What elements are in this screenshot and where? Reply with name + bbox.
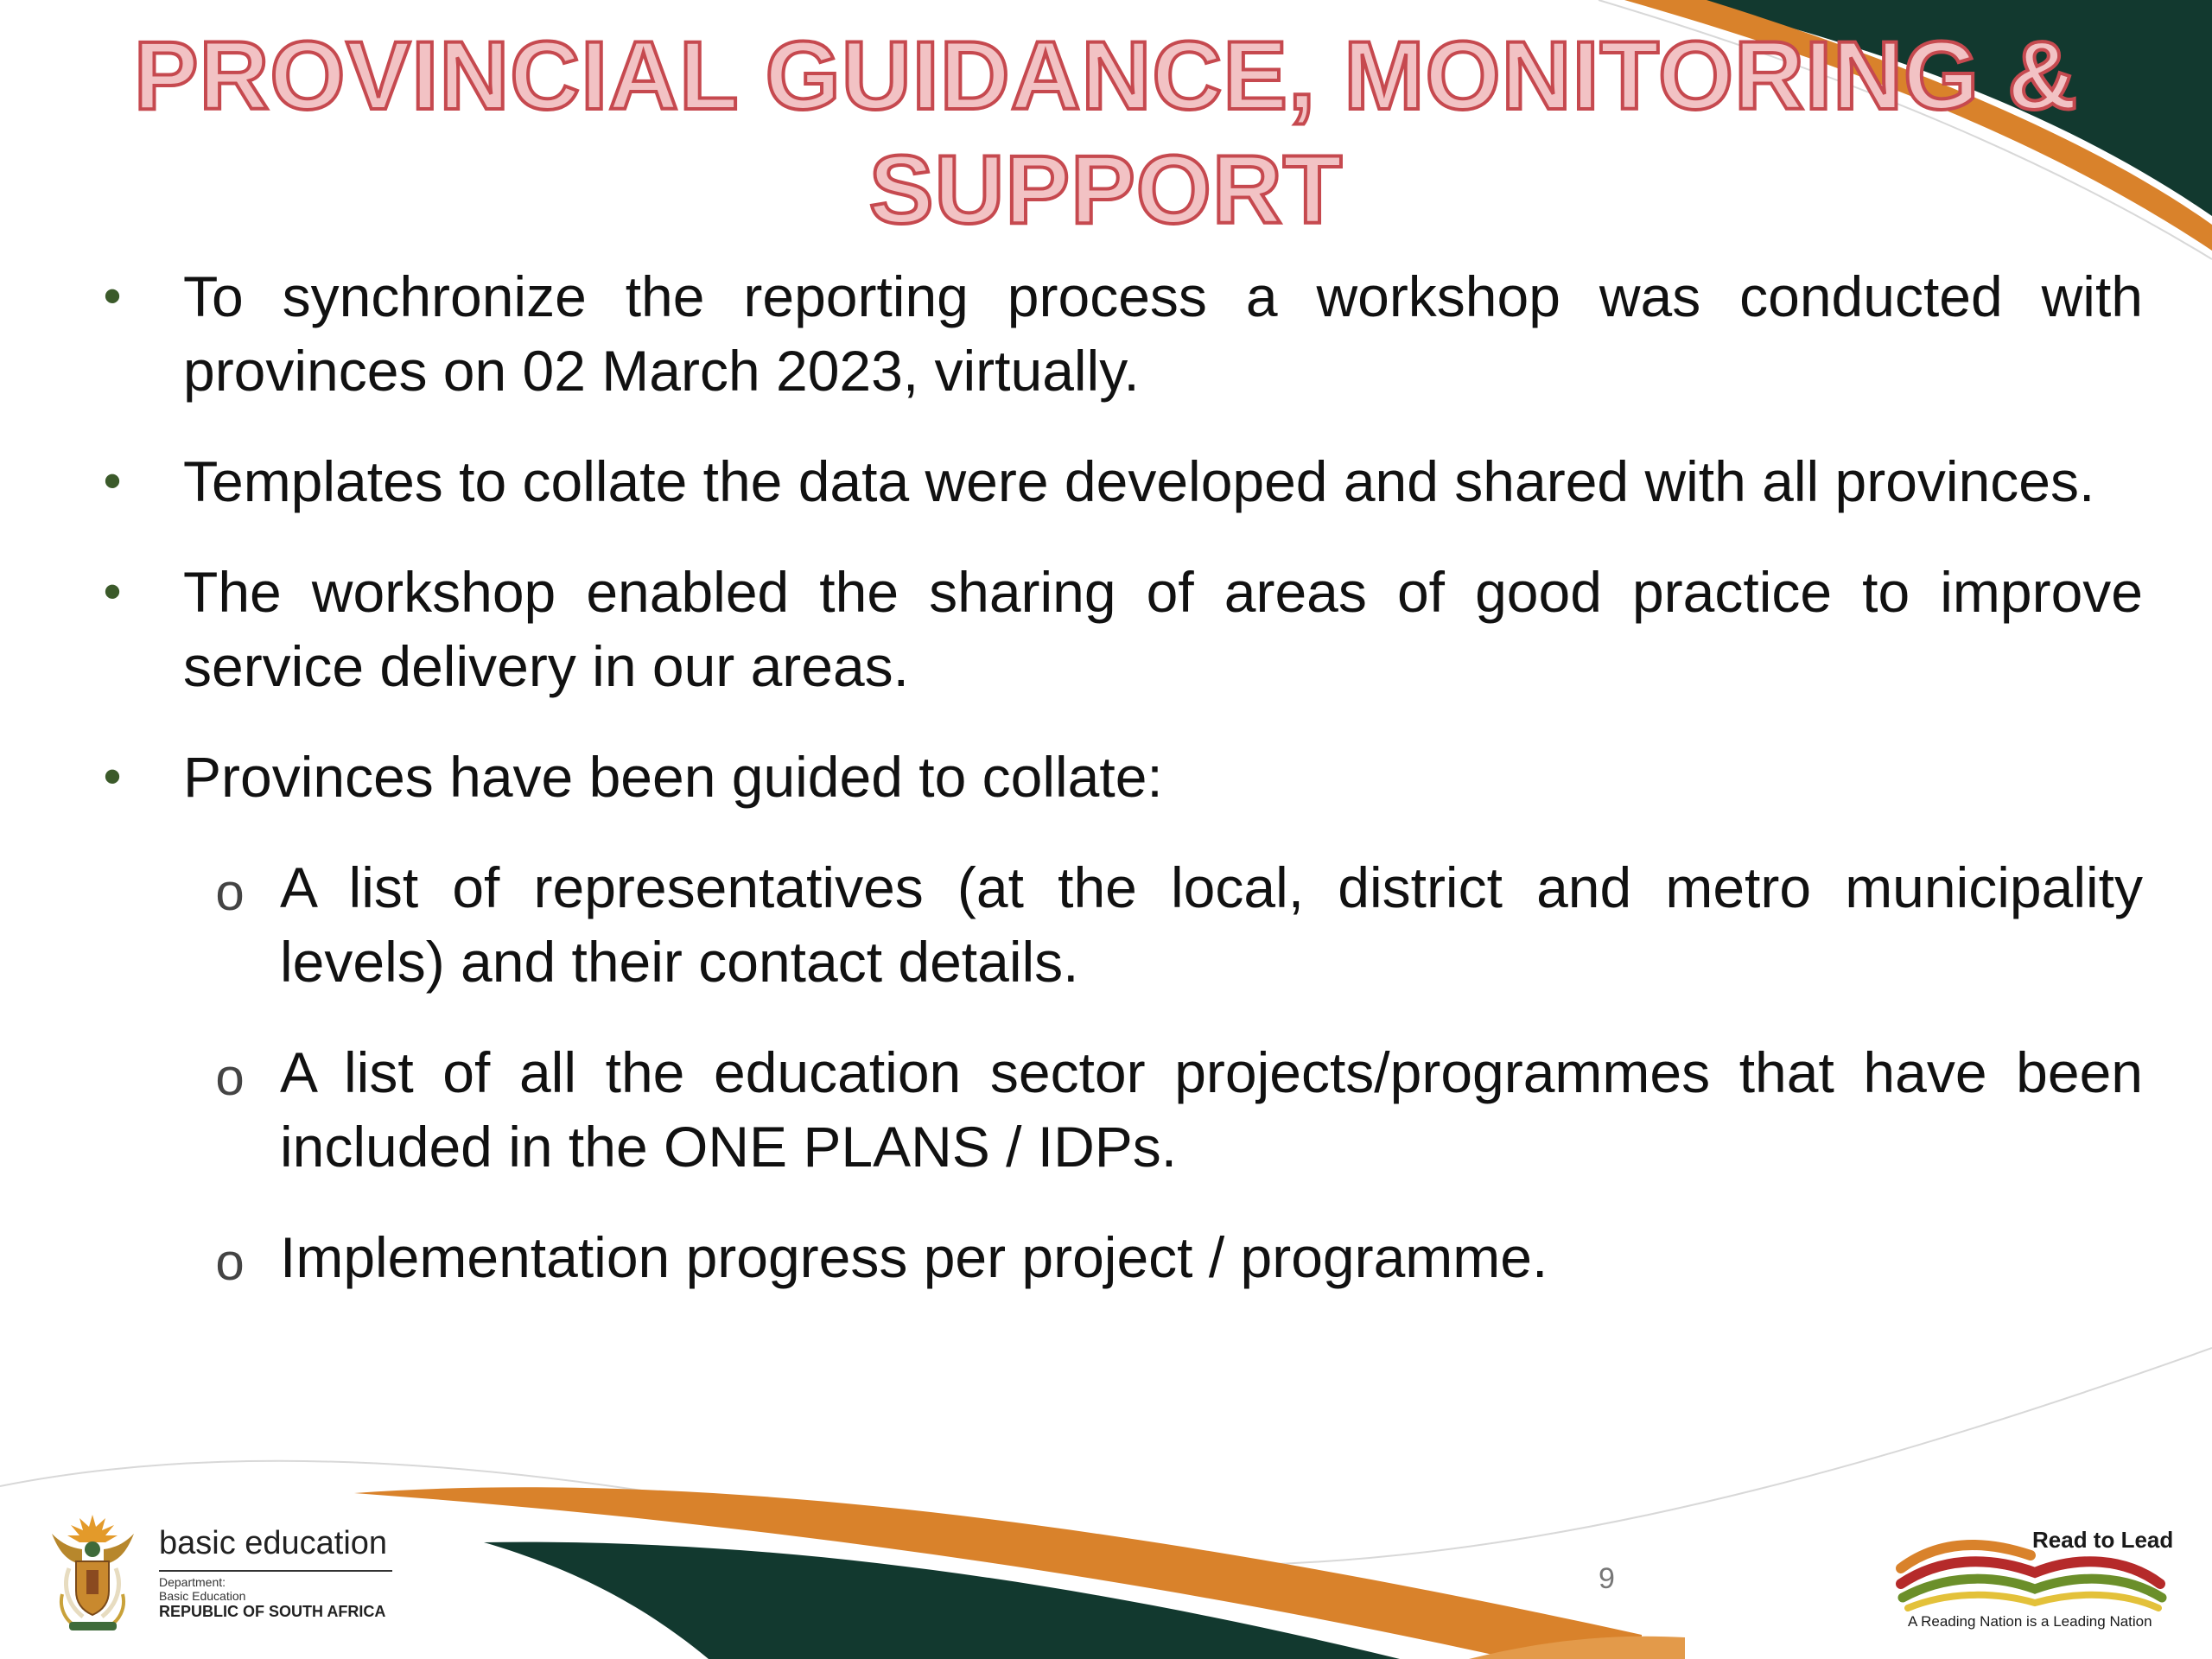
- sub-bullet-text: A list of all the education sector projects/programmes that have been included in the ONE PLANS / IDPs.: [280, 1040, 2143, 1179]
- page-number: 9: [1599, 1562, 1615, 1595]
- bullet-icon: •: [103, 452, 122, 510]
- bullet-text: Templates to collate the data were developed and shared with all provinces.: [183, 449, 2095, 513]
- coat-of-arms-icon: [43, 1508, 143, 1633]
- bullet-item: [95, 555, 2143, 703]
- sub-bullet-item: [215, 850, 2143, 999]
- circle-bullet-icon: o: [215, 1233, 245, 1291]
- slide-title: [121, 19, 2091, 247]
- bullet-icon: •: [103, 267, 122, 325]
- department-logo: [43, 1508, 406, 1637]
- bullet-text: To synchronize the reporting process a workshop was conducted with provinces on 02 March 2023, virtually.: [183, 264, 2143, 403]
- department-label: Department:: [159, 1575, 226, 1589]
- department-label-2: Basic Education: [159, 1589, 246, 1603]
- sub-bullet-text: A list of representatives (at the local, district and metro municipality levels) and their contact details.: [280, 855, 2143, 994]
- circle-bullet-icon: o: [215, 1048, 245, 1106]
- bullet-text: The workshop enabled the sharing of areas of good practice to improve service delivery in our areas.: [183, 560, 2143, 698]
- bullet-icon: •: [103, 747, 122, 805]
- department-name: basic education: [159, 1525, 388, 1561]
- bullet-text: Provinces have been guided to collate:: [183, 745, 1163, 809]
- sub-bullet-item: [215, 1035, 2143, 1184]
- department-country: REPUBLIC OF SOUTH AFRICA: [159, 1603, 386, 1620]
- bullet-icon: •: [103, 563, 122, 620]
- read-to-lead-title: Read to Lead: [2032, 1527, 2174, 1553]
- slide-title-line-1: PROVINCIAL GUIDANCE, MONITORING &: [133, 22, 2079, 130]
- bullet-item: [95, 740, 2143, 814]
- sub-bullet-item: [215, 1220, 2143, 1294]
- bullet-item: [95, 444, 2143, 518]
- circle-bullet-icon: o: [215, 863, 245, 921]
- department-divider: [159, 1570, 392, 1572]
- slide-title-line-2: SUPPORT: [868, 136, 1344, 244]
- read-to-lead-tagline: A Reading Nation is a Leading Nation: [1908, 1613, 2152, 1630]
- sub-bullet-text: Implementation progress per project / programme.: [280, 1225, 1548, 1289]
- bullet-item: [95, 259, 2143, 408]
- slide-body: [95, 259, 2143, 1331]
- read-to-lead-logo: [1892, 1508, 2177, 1637]
